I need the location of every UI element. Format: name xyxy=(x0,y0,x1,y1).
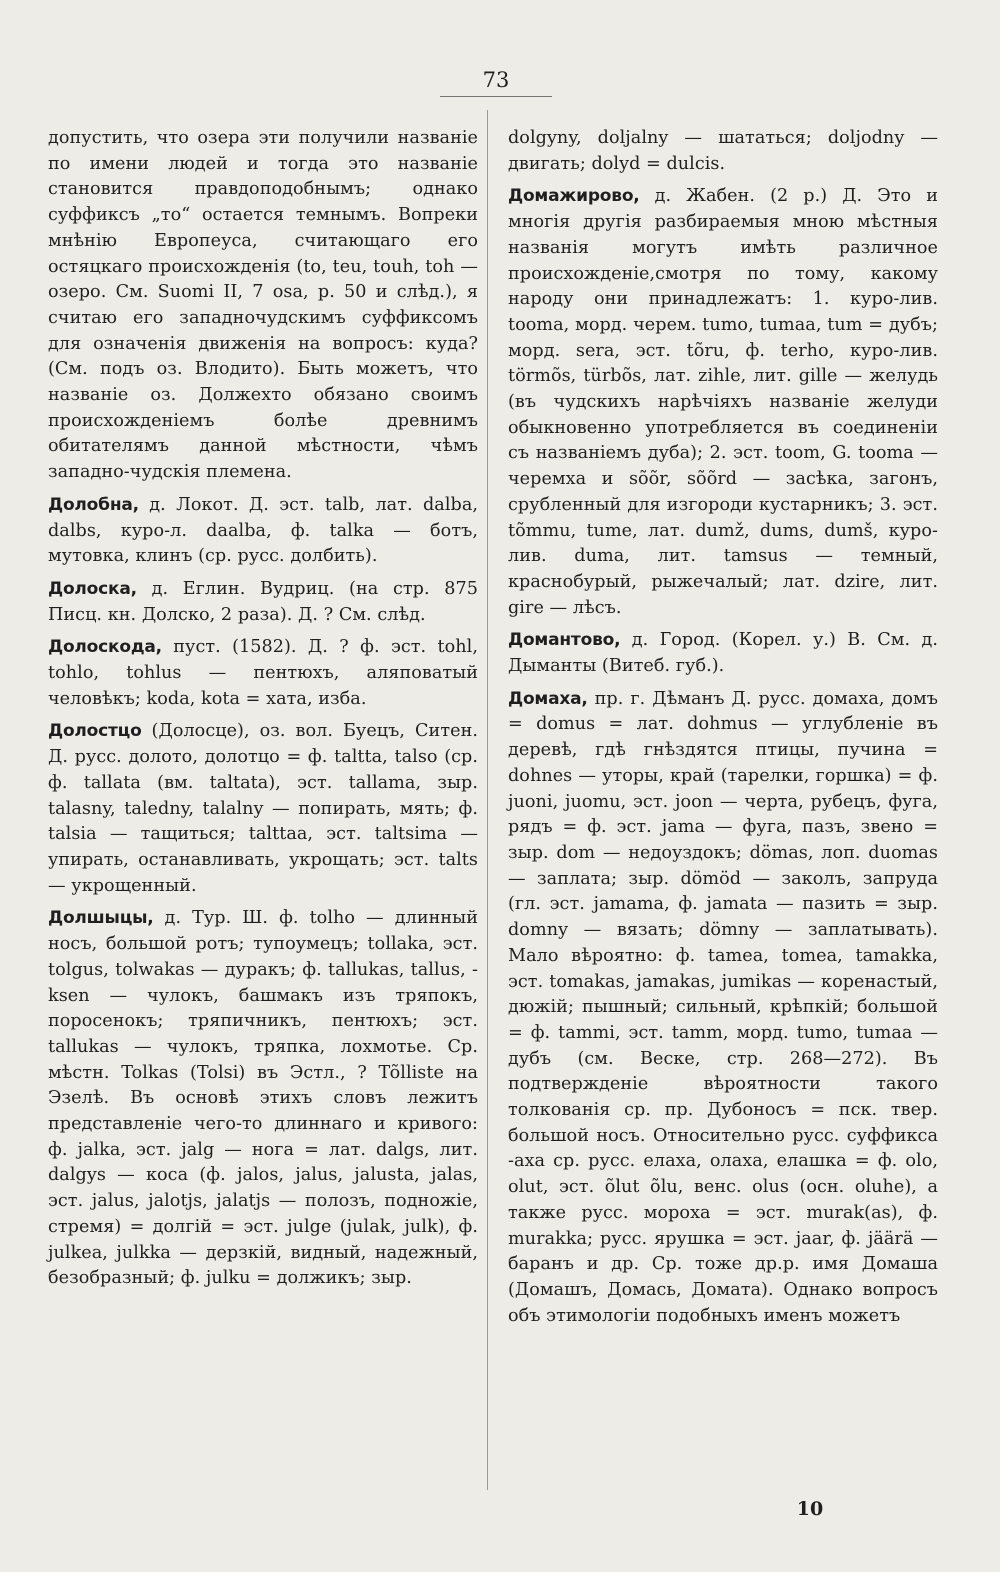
entry-headword: Домажирово, xyxy=(508,186,640,207)
page-number: 73 xyxy=(440,66,552,97)
left-column xyxy=(48,126,478,1299)
entry-headword: Долобна, xyxy=(48,494,139,515)
dictionary-entry xyxy=(508,687,938,1330)
entry-headword: Домантово, xyxy=(508,630,621,651)
dictionary-entry xyxy=(48,577,478,628)
dictionary-entry xyxy=(48,126,478,486)
dictionary-entry xyxy=(508,628,938,679)
dictionary-entry xyxy=(48,635,478,712)
entry-text: пуст. (1582). Д. ? ф. эст. tohl, tohlo, tohlus — пентюхъ, аляповатый человѣкъ; koda, kota = хата, изба. xyxy=(48,637,478,709)
entry-headword: Долоскода, xyxy=(48,637,162,658)
entry-text: допустить, что озера эти получили названіе по имени людей и тогда это названіе становится правдоподобнымъ; однако суффиксъ „то“ остается темнымъ. Вопреки мнѣнію Европеуса, считающаго его остяцкаго происхожденія (to, teu, touh, toh — озеро. См. Suomi II, 7 osa, p. 50 и слѣд.), я считаю его западночудскимъ суффиксомъ для означенія движенія на вопросъ: куда? (См. подъ оз. Влодито). Быть можетъ, что названіе оз. Должехто обязано своимъ происхожденіемъ болѣе древнимъ обитателямъ данной мѣстности, чѣмъ западно-чудскія племена. xyxy=(48,128,478,483)
entry-text: д. Тур. Ш. ф. tolho — длинный носъ, большой ротъ; тупоумецъ; tollaka, эст. tolgus, tolwakas — дуракъ; ф. tallukas, tallus, -ksen — чулокъ, башмакъ изъ тряпокъ, поросенокъ; тряпичникъ, пентюхъ; эст. tallukas — чулокъ, тряпка, лохмотье. Ср. мѣстн. Tolkas (Tolsi) въ Эстл., ? Tõlliste на Эзелѣ. Въ основѣ этихъ словъ лежитъ представленіе чего-то длиннаго и кривого: ф. jalka, эст. jalg — нога = лат. dalgs, лит. dalgys — коса (ф. jalos, jalus, jalusta, jalas, эст. jalus, jalotjs, jalatjs — полозъ, подножіе, стремя) = долгій = эст. julge (julak, julk), ф. julkea, julkka — дерзкій, видный, надежный, безобразный; ф. julku = должикъ; зыр. xyxy=(48,908,478,1289)
entry-headword: Долоска, xyxy=(48,578,137,599)
signature-mark: 10 xyxy=(796,1498,824,1520)
dictionary-entry xyxy=(508,184,938,621)
entry-text: д. Жабен. (2 р.) Д. Это и многія другія разбираемыя мною мѣстныя названія могутъ имѣть различное происхожденіе,смотря по тому, какому народу они принадлежатъ: 1. куро-лив. tooma, морд. черем. tumo, tumaa, tum = дубъ; морд. sera, эст. tõru, ф. terho, куро-лив. törmõs, türbõs, лат. zihle, лит. gille — желудь (въ чудскихъ нарѣчіяхъ названіе желуди обыкновенно употребляется въ соединеніи съ названіемъ дуба); 2. эст. toom, G. tooma — черемха и sõõr, sõõrd — засѣка, загонъ, срубленный для изгороди кустарникъ; 3. эст. tõmmu, tume, лат. dumž, dums, dumš, куро-лив. duma, лит. tamsus — темный, краснобурый, рыжечалый; лат. dzire, лит. gire — лѣсъ. xyxy=(508,186,938,618)
dictionary-entry xyxy=(48,719,478,899)
entry-text: д. Город. (Корел. у.) В. См. д. Дыманты (Витеб. губ.). xyxy=(508,630,938,677)
entry-text: пр. г. Дѣманъ Д. русс. домаха, домъ = domus = лат. dohmus — углубленіе въ деревѣ, гдѣ гнѣздятся птицы, пучина = dohnes — уторы, край (тарелки, горшка) = ф. juoni, juomu, эст. joon — черта, рубецъ, фуга, рядъ = ф. эст. jama — фуга, пазъ, звено = зыр. dom — недоуздокъ; dömas, лоп. duomas — заплата; зыр. dömöd — заколъ, запруда (гл. эст. jamama, ф. jamata — пазить = зыр. domny — вязать; dömny — заплатывать). Мало вѣроятно: ф. tamea, tomea, tamakka, эст. tomakas, jamakas, jumikas — коренастый, дюжій; пышный; сильный, крѣпкій; большой = ф. tammi, эст. tamm, морд. tumo, tumaa — дубъ (см. Веске, стр. 268—272). Въ подтвержденіе вѣроятности такого толкованія ср. пр. Дубоносъ = пск. твер. большой носъ. Относительно русс. суффикса -аха ср. русс. елаха, олаха, елашка = ф. olo, olut, эст. õlut õlu, венс. olus (осн. oluhe), а также русс. мороха = эст. murak(as), ф. murakka; русс. ярушка = эст. jaar, ф. jäärä — баранъ и др. Ср. тоже др.р. имя Домаша (Домашъ, Домась, Домата). Однако вопросъ объ этимологіи подобныхъ именъ можетъ xyxy=(508,688,938,1326)
entry-text: dolgyny, doljalny — шататься; doljodny — двигать; dolyd = dulcis. xyxy=(508,128,938,174)
dictionary-entry xyxy=(508,126,938,177)
entry-text: (Долосце), оз. вол. Буецъ, Ситен. Д. русс. долото, долотцо = ф. taltta, talso (ср. ф. tallata (вм. taltata), эст. tallama, зыр. talasny, taledny, talalny — попирать, мять; ф. talsia — тащиться; talttaa, эст. taltsima — упирать, останавливать, укрощать; эст. talts — укрощенный. xyxy=(48,721,478,896)
right-column xyxy=(508,126,938,1336)
entry-headword: Домаха, xyxy=(508,688,588,709)
entry-headword: Долостцо xyxy=(48,721,142,742)
dictionary-entry xyxy=(48,493,478,570)
column-divider xyxy=(487,110,488,1490)
entry-headword: Долшыцы, xyxy=(48,908,154,929)
entry-text: д. Локот. Д. эст. talb, лат. dalba, dalbs, куро-л. daalba, ф. talka — ботъ, мутовка, клинъ (ср. русс. долбить). xyxy=(48,494,478,567)
dictionary-entry xyxy=(48,906,478,1292)
entry-text: д. Еглин. Вудриц. (на стр. 875 Писц. кн. Долско, 2 раза). Д. ? См. слѣд. xyxy=(48,578,478,625)
